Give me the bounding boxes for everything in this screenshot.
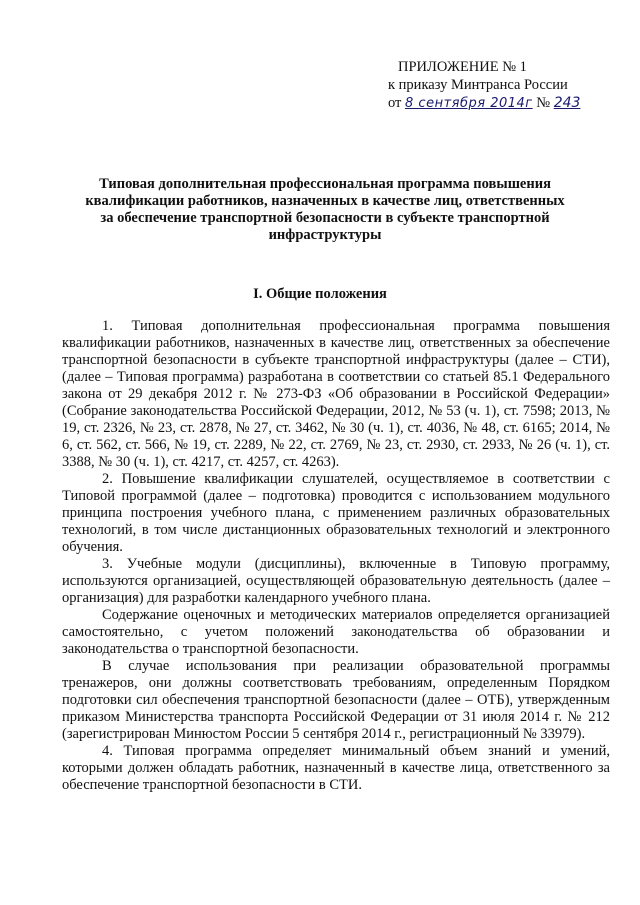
paragraph-6: 4. Типовая программа определяет минимальный объем знаний и умений, которыми должен обладать работник, назначенный в качестве лица, ответственного за обеспечение транспортной безопасности в СТИ. (62, 743, 610, 793)
handwritten-number: 243 (553, 95, 581, 111)
paragraph-5: В случае использования при реализации образовательной программы тренажеров, они должны соответствовать требованиям, определенным Порядком подготовки сил обеспечения транспортной безопасности (далее – ОТБ), утвержденным приказом Министерства транспорта Российской Федерации от 31 июля 2014 г. № 212 (зарегистрирован Минюстом России 5 сентября 2014 г., регистрационный № 33979). (62, 658, 610, 742)
annex-block (388, 58, 580, 113)
paragraph-2: 2. Повышение квалификации слушателей, осуществляемое в соответствии с Типовой программой (далее – подготовка) проводится с использованием модульного принципа построения учебного плана, с применением различных образовательных технологий, в том числе дистанционных образовательных технологий и электронного обучения. (62, 471, 610, 555)
annex-from-prefix: от (388, 95, 402, 111)
document-title: Типовая дополнительная профессиональная программа повышения квалификации работников, назначенных в качестве лиц, ответственных за обеспечение транспортной безопасности в субъекте транспортной инфраструктуры (85, 176, 565, 243)
paragraph-3: 3. Учебные модули (дисциплины), включенные в Типовую программу, используются организацией, осуществляющей образовательную деятельность (далее – организация) для разработки календарного учебного плана. (62, 556, 610, 606)
paragraph-4: Содержание оценочных и методических материалов определяется организацией самостоятельно, с учетом положений законодательства об образовании и законодательства о транспортной безопасности. (62, 607, 610, 657)
paragraph-1: 1. Типовая дополнительная профессиональная программа повышения квалификации работников, назначенных в качестве лиц, ответственных за обеспечение транспортной безопасности в субъекте транспортной инфраструктуры (далее – СТИ), (далее – Типовая программа) разработана в соответствии со статьей 85.1 Федерального закона от 29 декабря 2012 г. № 273-ФЗ «Об образовании в Российской Федерации» (Собрание законодательства Российской Федерации, 2012, № 53 (ч. 1), ст. 7598; 2013, № 19, ст. 2326, № 23, ст. 2878, № 27, ст. 3462, № 30 (ч. 1), ст. 4036, № 48, ст. 6165; 2014, № 6, ст. 562, ст. 566, № 19, ст. 2289, № 22, ст. 2769, № 23, ст. 2930, ст. 2933, № 26 (ч. 1), ст. 3388, № 30 (ч. 1), ст. 4217, ст. 4257, ст. 4263). (62, 318, 610, 470)
document-body (62, 318, 610, 794)
handwritten-date: 8 сентября 2014г (405, 96, 533, 111)
annex-date-line (388, 94, 580, 113)
section-heading: I. Общие положения (253, 286, 387, 302)
annex-title: ПРИЛОЖЕНИЕ № 1 (398, 59, 527, 75)
annex-number-prefix: № (536, 95, 551, 111)
annex-order-line: к приказу Минтранса России (388, 77, 568, 93)
